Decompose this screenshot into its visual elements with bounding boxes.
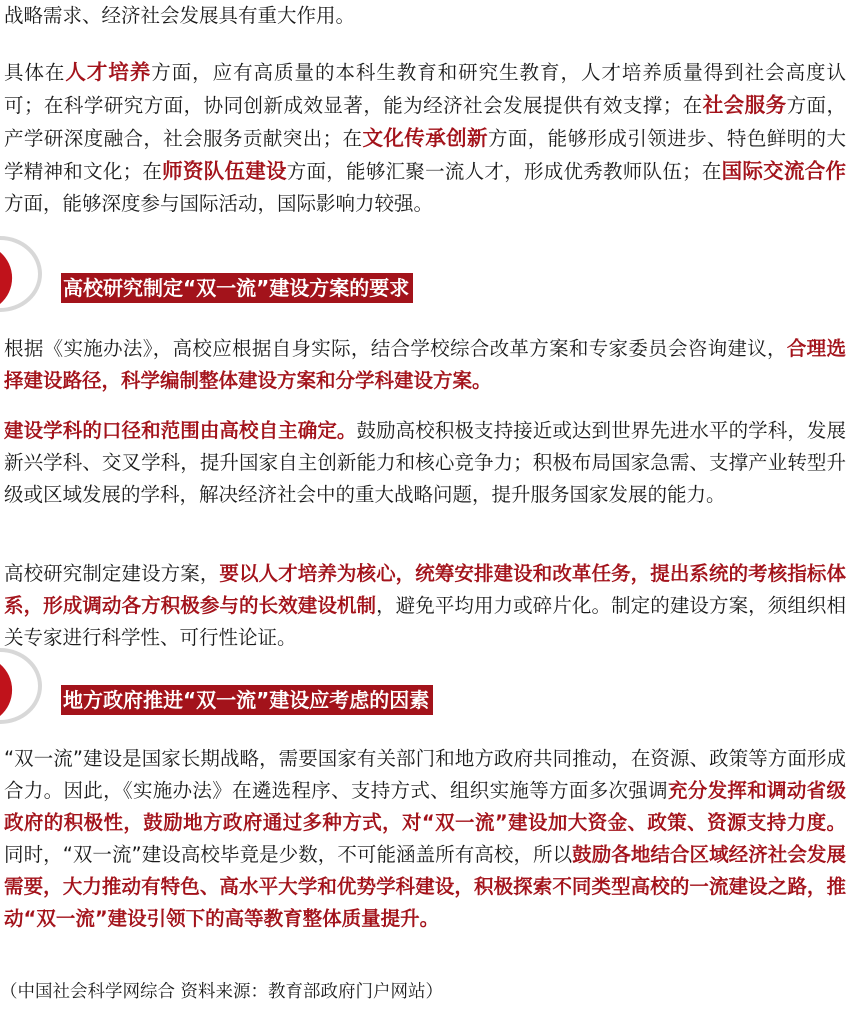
highlight-path: 合理选择建设路径，科学编制整体建设方案和分学科建设方案。 <box>4 337 846 392</box>
section-heading-17 <box>0 646 850 726</box>
text: 方面，能够汇聚一流人才，形成优秀教师队伍；在 <box>286 160 722 183</box>
highlight-scope: 建设学科的口径和范围由高校自主确定。 <box>4 419 357 442</box>
text: 方面，能够深度参与国际活动，国际影响力较强。 <box>4 192 434 215</box>
text: ，避免平均用力或碎片化。制定的建设方案，须组织相关专家进行科学性、可行性论证。 <box>4 594 846 649</box>
section-number: 17 <box>10 682 34 704</box>
text: 方面，能够形成引领进步、特色鲜明的大学精神和文化；在 <box>4 127 846 183</box>
paragraph-aspects <box>4 56 846 220</box>
text: 方面，产学研深度融合，社会服务贡献突出；在 <box>4 94 846 150</box>
highlight-regional: 鼓励各地结合区域经济社会发展需要，大力推动有特色、高水平大学和优势学科建设，积极探索不同类型高校的一流建设之路，推动“双一流”建设引领下的高等教育整体质量提升。 <box>4 843 846 930</box>
paragraph-plan <box>4 558 846 654</box>
highlight-talent: 人才培养 <box>65 60 152 84</box>
section-title: 地方政府推进“双一流”建设应考虑的因素 <box>61 685 433 715</box>
section-heading-16 <box>0 234 850 314</box>
text: 同时，“双一流”建设高校毕竟是少数，不可能涵盖所有高校，所以 <box>4 843 573 866</box>
highlight-faculty: 师资队伍建设 <box>162 159 287 183</box>
text: 战略需求、经济社会发展具有重大作用。 <box>4 4 356 27</box>
text: 具体在 <box>4 61 66 84</box>
text: 高校研究制定建设方案， <box>4 562 220 585</box>
section-title: 高校研究制定“双一流”建设方案的要求 <box>61 273 413 303</box>
paragraph-implementation <box>4 333 846 397</box>
text: “双一流”建设是国家长期战略，需要国家有关部门和地方政府共同推动，在资源、政策等方面形成合力。因此，《实施办法》在遴选程序、支持方式、组织实施等方面多次强调 <box>4 747 846 802</box>
highlight-core: 要以人才培养为核心，统筹安排建设和改革任务，提出系统的考核指标体系，形成调动各方积极参与的长效建设机制 <box>4 562 846 617</box>
text: 鼓励高校积极支持接近或达到世界先进水平的学科，发展新兴学科、交叉学科，提升国家自主创新能力和核心竞争力；积极布局国家急需、支撑产业转型升级或区域发展的学科，解决经济社会中的重大战略问题，提升服务国家发展的能力。 <box>4 419 846 506</box>
highlight-social-service: 社会服务 <box>702 93 787 117</box>
section-number: 16 <box>10 270 34 292</box>
highlight-provincial: 充分发挥和调动省级政府的积极性，鼓励地方政府通过多种方式，对“双一流”建设加大资金、政策、资源支持力度。 <box>4 779 846 834</box>
text: 方面，应有高质量的本科生教育和研究生教育，人才培养质量得到社会高度认可；在科学研究方面，协同创新成效显著，能为经济社会发展提供有效支撑；在 <box>4 61 846 117</box>
highlight-culture: 文化传承创新 <box>362 126 488 150</box>
paragraph-disciplines <box>4 415 846 511</box>
paragraph-local-government <box>4 743 846 935</box>
paragraph-intro-tail <box>4 0 846 32</box>
highlight-international: 国际交流合作 <box>721 159 846 183</box>
source-note: （中国社会科学网综合 资料来源：教育部政府门户网站） <box>0 982 444 1002</box>
text: 根据《实施办法》，高校应根据自身实际，结合学校综合改革方案和专家委员会咨询建议， <box>4 337 787 360</box>
